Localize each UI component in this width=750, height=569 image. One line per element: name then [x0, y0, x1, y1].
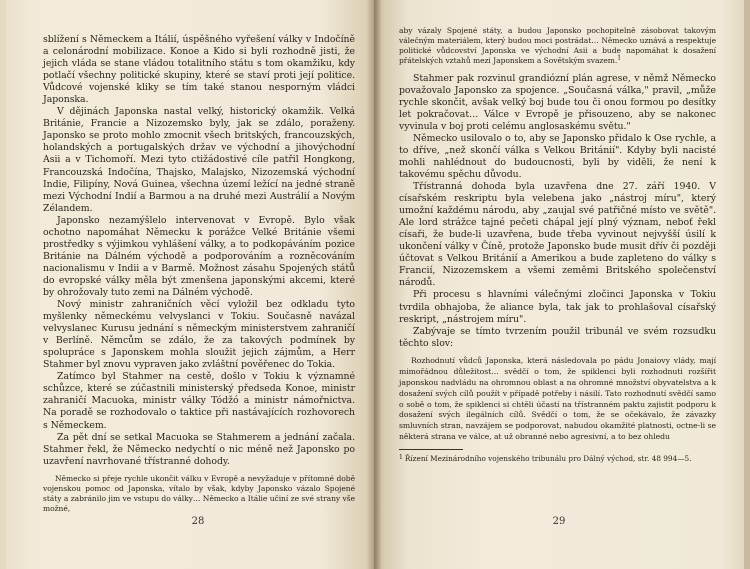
- footnote-text: Řízení Mezinárodního vojenského tribunálu pro Dálný východ, str. 48 994—5.: [404, 454, 692, 464]
- quoted-paragraph: Německo si přeje rychle ukončit válku v Evropě a nevyžaduje v přítomné době vojenskou pomoc od Japonska, vítalo by však, kdyby Japonsko vázalo Spojené státy a zabránilo jim ve vstupu do války… Německo a Itálie učiní ze své strany vše možné,: [43, 473, 355, 514]
- tribunal-quote: [399, 356, 716, 444]
- paragraph: V dějinách Japonska nastal velký, historický okamžik. Velká Británie, Francie a Nizozemsko byly, jak se zdálo, poraženy. Japonsko se proto mohlo zmocnit všech britských, francouzských, holandských a portugalských držav ve východní a jihovýchodní Asii a v Tichomoří. Mezi tyto ctižádostivé cíle patřil Hongkong, Francouzská Indočína, Thajsko, Malajsko, Nizozemská východní Indie, Filipíny, Nová Guinea, všechna území ležící na jedné straně mezi Východní Indií a Barmou a na druhé mezi Austrálií a Novým Zélandem.: [43, 106, 355, 214]
- paragraph: Při procesu s hlavními válečnými zločinci Japonska v Tokiu tvrdila obhajoba, že aliance byla, tak jak to prohlašoval císařský reskript, „nástrojem míru".: [399, 289, 716, 325]
- right-page-body: [399, 73, 716, 350]
- left-page-small-text: [43, 474, 355, 515]
- page-edge: [744, 0, 750, 569]
- left-page-body: [43, 34, 355, 468]
- paragraph: Za pět dní se setkal Macuoka se Stahmerem a jednání začala. Stahmer řekl, že Německo nedychtí o nic méně než Japonsko po uzavření navrhované třístranné dohody.: [43, 431, 355, 467]
- paragraph: Zatímco byl Stahmer na cestě, došlo v Tokiu k významné schůzce, které se zúčastnili ministerský předseda Konoe, ministr zahraničí Macuoka, ministr války Tódžó a ministr námořnictva. Na poradě se rozhodovalo o taktice při nastávajících rozhovorech s Německem.: [43, 371, 355, 431]
- footnote-mark: 1: [399, 454, 403, 462]
- paragraph: Nový ministr zahraničních věcí vyložil bez odkladu tyto myšlenky německému velvyslanci v Tokiu. Současně navázal velvyslanec Kurusu jednání s německým ministerstvem zahraničí v Berlíně. Němcům se zdálo, že za takových podmínek by spolupráce s Japonskem mohla sloužit jejich zájmům, a Herr Stahmer byl znovu vypraven jako zvláštní pověřenec do Tokia.: [43, 299, 355, 371]
- paragraph: sblížení s Německem a Itálií, úspěšného vyřešení války v Indočíně a celonárodní mobilizace. Konoe a Kido si byli rozhodně jisti, že jejich vláda se stane vládou totalitního státu s tom okamžiku, kdy potlačí všechny politické skupiny, které se staví proti její politice. Vůdcové vojenské kliky se tím také stanou nesporným vládci Japonska.: [43, 34, 355, 106]
- page-number: 28: [191, 516, 205, 527]
- right-page-small-text: [399, 26, 716, 67]
- paragraph: Japonsko nezamýšlelo intervenovat v Evropě. Bylo však ochotno napomáhat Německu k porážce Velké Británie všemi prostředky s výjimkou vyhlášení války, a to podkopáváním pozice Británie na Dálném východě a podporováním a rozněcováním nacionalismu v Indii a v Barmě. Možnost zásahu Spojených států do evropské války měla být zmenšena japonskými akcemi, které by ohrožovaly tuto zemi na Dálném východě.: [43, 214, 355, 298]
- page-number: 29: [552, 516, 566, 527]
- footnote-reference: 1: [617, 54, 621, 62]
- right-page: [374, 0, 744, 569]
- left-page: [6, 0, 374, 569]
- paragraph: Třístranná dohoda byla uzavřena dne 27. září 1940. V císařském reskriptu byla velebena jako „nástroj míru", který umožní každému národu, aby „zaujal své patřičné místo ve světě". Ale lord strážce tajné pečeti chápal její plný význam, neboť řekl císaři, že bude-li uzavřena, bude třeba vyvinout nejvyšší úsilí k ukončení války v Číně, protože Japonsko bude musit dřív či později účtovat s Velkou Británií a Amerikou a bude zapleteno do války s Francií, Nizozemskem a všemi zeměmi Britského společenství národů.: [399, 181, 716, 289]
- quoted-paragraph: Rozhodnutí vůdců Japonska, která následovala po pádu Jonaiovy vlády, mají mimořádnou důležitost… svědčí o tom, že spiklenci byli rozhodnuti rozšířit japonskou nadvládu na ohromnou oblast a na ohromné množství obyvatelstva a k dosažení svých cílů použít v případě potřeby i násilí. Tato rozhodnutí svědčí samo o sobě o tom, že spiklenci si chtěli účastí na třístranném paktu zajistit podporu k dosažení svých ilegálních cílů. Svědčí o tom, že se očekávalo, že závazky smluvních stran, navzájem se podporovat, nabudou okamžité platnosti, octne-li se některá strana ve válce, at už obranné nebo agresivní, a to bez ohledu: [399, 355, 716, 442]
- quoted-paragraph: aby vázaly Spojené státy, a budou Japonsko pochopitelně zásobovat takovým válečným materiálem, který budou moci postrádat… Německo uznává a respektuje politické vůdcovství Japonska ve východní Asii a bude napomáhat k dosažení přátelských vztahů mezi Japonskem a Sovětským svazem.$^1$: [399, 26, 716, 66]
- footnote-divider: [399, 449, 463, 450]
- paragraph: Stahmer pak rozvinul grandiózní plán agrese, v němž Německo považovalo Japonsko za spojence. „Současná válka," pravil, „může rychle skončit, avšak velký boj bude tou či onou formou po desítky let pokračovat… Válce v Evropě je přisouzeno, aby se nakonec vyvinula v boj proti celému anglosaskému světu.": [399, 72, 716, 132]
- paragraph: Zabývaje se tímto tvrzením použil tribunál ve svém rozsudku těchto slov:: [399, 325, 716, 349]
- paragraph: Německo usilovalo o to, aby se Japonsko přidalo k Ose rychle, a to dříve, „než skončí válka s Velkou Británií". Kdyby byli nacisté mohli nahlédnout do budoucnosti, byli by viděli, že není k takovému spěchu důvodu.: [399, 132, 716, 180]
- footnote: [399, 453, 716, 463]
